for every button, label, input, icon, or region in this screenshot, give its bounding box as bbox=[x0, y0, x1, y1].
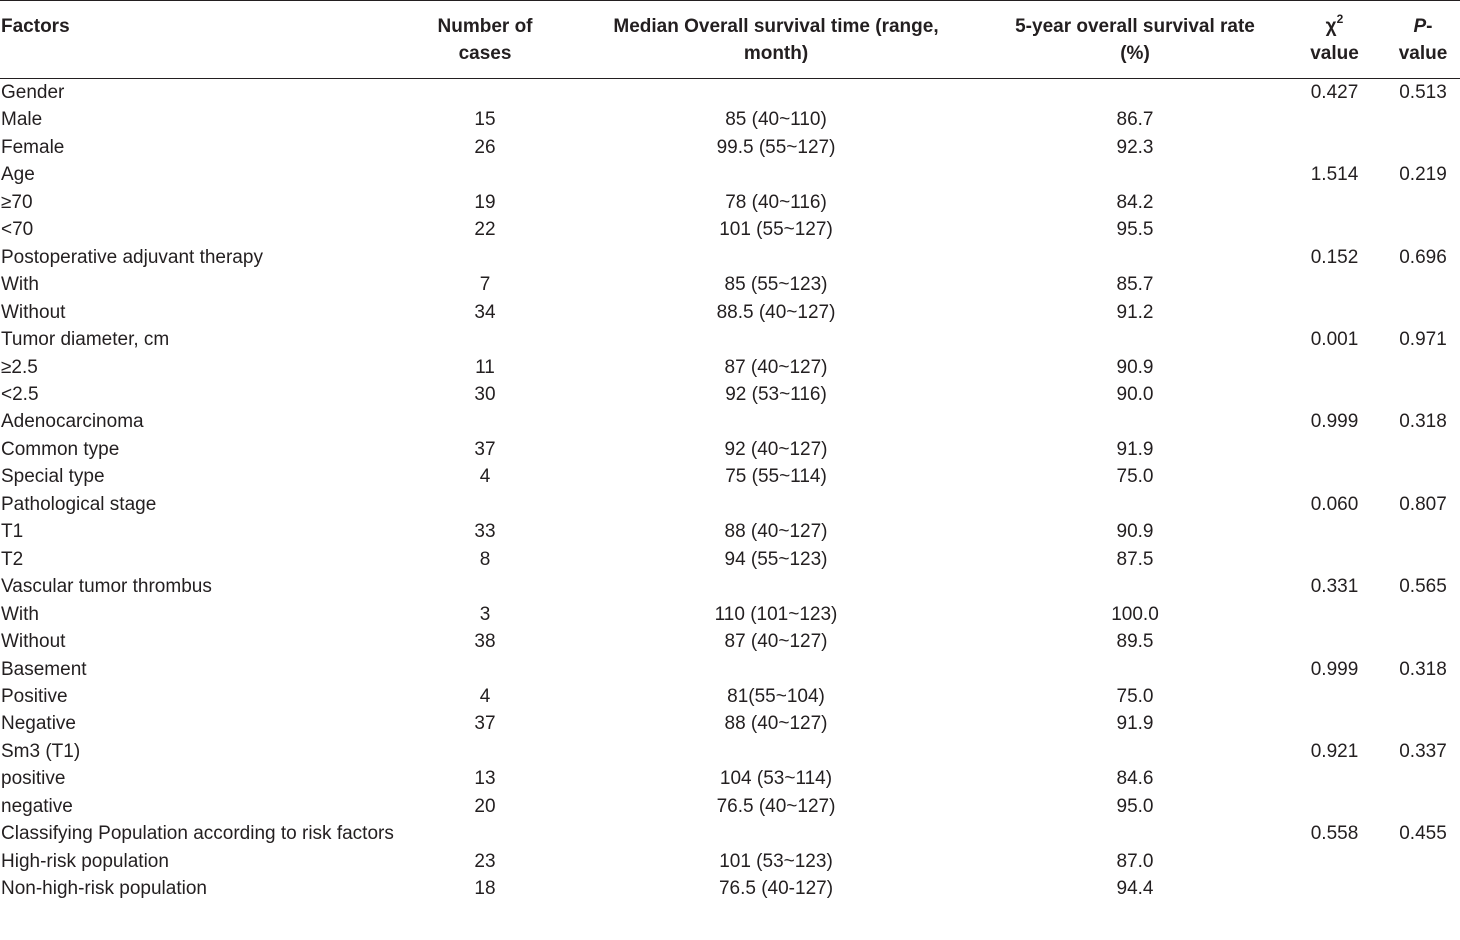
cell-factor: Non-high-risk population bbox=[1, 878, 207, 900]
cell-factor: Common type bbox=[1, 438, 120, 460]
cell-survival-rate: 91.9 bbox=[1116, 438, 1154, 460]
cell-median-survival bbox=[565, 656, 987, 683]
cell-survival-rate: 90.9 bbox=[1116, 356, 1154, 378]
chi-symbol: χ bbox=[1325, 16, 1337, 37]
table-row bbox=[0, 820, 1460, 847]
cell-median-survival: 75 (55~114) bbox=[725, 466, 827, 488]
cell-p-value bbox=[1386, 710, 1460, 737]
table-row bbox=[0, 656, 1460, 683]
table-row bbox=[0, 546, 1460, 573]
cell-median-survival: 87 (40~127) bbox=[724, 356, 828, 378]
cell-p-value bbox=[1386, 134, 1460, 161]
cell-p-value bbox=[1386, 299, 1460, 326]
cell-median-survival bbox=[565, 738, 987, 765]
table-row bbox=[0, 134, 1460, 161]
table-row bbox=[0, 875, 1460, 902]
cell-cases: 30 bbox=[474, 383, 496, 405]
table-row bbox=[0, 848, 1460, 875]
cell-factor: positive bbox=[1, 768, 66, 790]
cell-factor: Without bbox=[1, 301, 66, 323]
cell-factor: Sm3 (T1) bbox=[1, 740, 81, 762]
cell-p-value bbox=[1386, 765, 1460, 792]
cell-median-survival: 94 (55~123) bbox=[724, 548, 828, 570]
table-row bbox=[0, 601, 1460, 628]
cell-factor: Pathological stage bbox=[1, 493, 157, 515]
cell-cases: 22 bbox=[474, 219, 496, 241]
cell-median-survival: 101 (53~123) bbox=[719, 850, 833, 872]
cell-median-survival: 92 (53~116) bbox=[725, 383, 827, 405]
table-row bbox=[0, 491, 1460, 518]
cell-chi-square bbox=[1283, 875, 1386, 902]
cell-median-survival bbox=[565, 408, 987, 435]
cell-survival-rate bbox=[987, 656, 1283, 683]
header-row bbox=[0, 1, 1460, 79]
cell-median-survival: 76.5 (40-127) bbox=[718, 878, 834, 900]
cell-chi-square: 0.152 bbox=[1310, 246, 1359, 268]
header-median-survival: Median Overall survival time (range, month) bbox=[613, 16, 939, 64]
cell-chi-square bbox=[1283, 848, 1386, 875]
cell-cases: 20 bbox=[474, 795, 496, 817]
cell-survival-rate bbox=[987, 408, 1283, 435]
table-header bbox=[0, 1, 1460, 79]
cell-factor: Special type bbox=[1, 466, 105, 488]
cell-factor: Without bbox=[1, 631, 66, 653]
cell-median-survival bbox=[565, 244, 987, 271]
table-body bbox=[0, 79, 1460, 903]
cell-survival-rate bbox=[987, 491, 1283, 518]
cell-factor: Female bbox=[1, 136, 65, 158]
cell-median-survival: 78 (40~116) bbox=[725, 191, 827, 213]
cell-cases bbox=[405, 161, 565, 188]
cell-median-survival bbox=[565, 820, 987, 847]
cell-chi-square: 0.331 bbox=[1310, 576, 1359, 598]
cell-p-value bbox=[1386, 216, 1460, 243]
cell-median-survival: 101 (55~127) bbox=[719, 219, 833, 241]
cell-p-value: 0.513 bbox=[1399, 82, 1447, 103]
cell-cases: 13 bbox=[474, 768, 496, 790]
cell-chi-square bbox=[1283, 381, 1386, 408]
cell-p-value bbox=[1386, 848, 1460, 875]
cell-median-survival: 76.5 (40~127) bbox=[716, 795, 836, 817]
cell-factor: Gender bbox=[1, 82, 65, 103]
cell-chi-square bbox=[1283, 793, 1386, 820]
cell-cases: 18 bbox=[474, 878, 496, 900]
cell-chi-square: 0.427 bbox=[1310, 82, 1359, 103]
cell-factor: Tumor diameter, cm bbox=[1, 329, 170, 351]
table-row bbox=[0, 463, 1460, 490]
table-row bbox=[0, 436, 1460, 463]
cell-cases: 23 bbox=[474, 850, 496, 872]
cell-p-value bbox=[1386, 546, 1460, 573]
cell-median-survival: 104 (53~114) bbox=[719, 768, 833, 790]
header-chi-square: $\chi^2$ value bbox=[1310, 11, 1359, 64]
cell-cases: 4 bbox=[479, 466, 491, 488]
cell-median-survival: 87 (40~127) bbox=[724, 631, 828, 653]
cell-chi-square bbox=[1283, 601, 1386, 628]
cell-survival-rate: 92.3 bbox=[1116, 136, 1154, 158]
table-row bbox=[0, 326, 1460, 353]
cell-survival-rate: 91.9 bbox=[1116, 713, 1154, 735]
cell-p-value bbox=[1386, 271, 1460, 298]
cell-survival-rate bbox=[987, 161, 1283, 188]
cell-cases: 3 bbox=[479, 603, 491, 625]
cell-p-value: 0.219 bbox=[1399, 164, 1447, 186]
cell-chi-square: 0.999 bbox=[1310, 658, 1359, 680]
table-row bbox=[0, 381, 1460, 408]
header-survival-rate: 5-year overall survival rate (%) bbox=[1015, 16, 1255, 64]
cell-cases: 38 bbox=[474, 631, 496, 653]
cell-p-value bbox=[1386, 601, 1460, 628]
table-row bbox=[0, 161, 1460, 188]
cell-median-survival: 110 (101~123) bbox=[714, 603, 838, 625]
table-row bbox=[0, 106, 1460, 133]
cell-survival-rate bbox=[987, 79, 1283, 107]
cell-cases bbox=[405, 326, 565, 353]
cell-factor: T1 bbox=[1, 521, 24, 543]
cell-chi-square bbox=[1283, 463, 1386, 490]
cell-median-survival bbox=[565, 161, 987, 188]
cell-factor: Basement bbox=[1, 658, 87, 680]
table-row bbox=[0, 216, 1460, 243]
cell-chi-square bbox=[1283, 189, 1386, 216]
cell-chi-square bbox=[1283, 354, 1386, 381]
cell-factor: Adenocarcinoma bbox=[1, 411, 144, 433]
cell-p-value bbox=[1386, 189, 1460, 216]
cell-chi-square bbox=[1283, 765, 1386, 792]
cell-survival-rate: 89.5 bbox=[1116, 631, 1154, 653]
cell-chi-square bbox=[1283, 710, 1386, 737]
cell-median-survival bbox=[565, 573, 987, 600]
cell-p-value bbox=[1386, 518, 1460, 545]
table-row bbox=[0, 793, 1460, 820]
cell-p-value bbox=[1386, 463, 1460, 490]
cell-factor: Male bbox=[1, 109, 43, 131]
cell-median-survival: 99.5 (55~127) bbox=[716, 136, 836, 158]
cell-cases: 33 bbox=[474, 521, 496, 543]
cell-factor: Classifying Population according to risk factors bbox=[1, 823, 394, 845]
cell-factor: Age bbox=[1, 164, 35, 186]
cell-chi-square: 0.558 bbox=[1310, 823, 1359, 845]
chi-superscript: 2 bbox=[1336, 11, 1344, 26]
table-row bbox=[0, 518, 1460, 545]
cell-survival-rate: 84.6 bbox=[1116, 768, 1154, 790]
cell-p-value: 0.971 bbox=[1399, 329, 1447, 351]
cell-cases: 4 bbox=[479, 685, 491, 707]
table-row bbox=[0, 628, 1460, 655]
cell-cases bbox=[405, 820, 565, 847]
cell-p-value: 0.696 bbox=[1399, 246, 1447, 268]
cell-factor: Positive bbox=[1, 685, 68, 707]
header-p-value: P- value bbox=[1398, 16, 1448, 64]
table-row bbox=[0, 683, 1460, 710]
cell-factor: With bbox=[1, 274, 39, 296]
cell-p-value bbox=[1386, 106, 1460, 133]
cell-survival-rate bbox=[987, 738, 1283, 765]
cell-chi-square bbox=[1283, 216, 1386, 243]
cell-factor: Postoperative adjuvant therapy bbox=[1, 246, 263, 268]
cell-survival-rate: 87.5 bbox=[1116, 548, 1154, 570]
cell-p-value bbox=[1386, 793, 1460, 820]
cell-cases: 34 bbox=[474, 301, 496, 323]
cell-cases bbox=[405, 244, 565, 271]
cell-p-value bbox=[1386, 628, 1460, 655]
table-row bbox=[0, 710, 1460, 737]
cell-chi-square bbox=[1283, 436, 1386, 463]
cell-median-survival: 88 (40~127) bbox=[724, 521, 828, 543]
cell-cases bbox=[405, 573, 565, 600]
cell-survival-rate: 86.7 bbox=[1116, 109, 1154, 131]
header-factors: Factors bbox=[1, 16, 70, 37]
table-row bbox=[0, 354, 1460, 381]
cell-chi-square bbox=[1283, 299, 1386, 326]
cell-chi-square bbox=[1283, 271, 1386, 298]
cell-median-survival: 81(55~104) bbox=[727, 685, 825, 707]
cell-survival-rate bbox=[987, 326, 1283, 353]
cell-factor: ≥70 bbox=[1, 191, 33, 213]
cell-cases: 37 bbox=[474, 713, 496, 735]
table-row bbox=[0, 299, 1460, 326]
cell-chi-square: 0.060 bbox=[1310, 493, 1359, 515]
cell-cases: 19 bbox=[474, 191, 496, 213]
cell-survival-rate: 95.5 bbox=[1116, 219, 1154, 241]
cell-survival-rate: 90.0 bbox=[1116, 383, 1154, 405]
cell-median-survival: 88 (40~127) bbox=[724, 713, 828, 735]
cell-median-survival: 88.5 (40~127) bbox=[716, 301, 836, 323]
cell-chi-square: 0.921 bbox=[1310, 740, 1359, 762]
cell-factor: ≥2.5 bbox=[1, 356, 38, 378]
cell-factor: <70 bbox=[1, 219, 34, 241]
cell-cases: 11 bbox=[475, 356, 495, 378]
cell-factor: High-risk population bbox=[1, 850, 169, 872]
cell-cases bbox=[405, 491, 565, 518]
cell-factor: negative bbox=[1, 795, 73, 817]
cell-p-value: 0.807 bbox=[1399, 493, 1447, 515]
cell-chi-square: 0.999 bbox=[1310, 411, 1359, 433]
cell-cases: 8 bbox=[479, 548, 491, 570]
cell-survival-rate: 87.0 bbox=[1116, 850, 1154, 872]
cell-survival-rate: 91.2 bbox=[1116, 301, 1154, 323]
cell-cases: 37 bbox=[474, 438, 496, 460]
cell-survival-rate: 75.0 bbox=[1116, 466, 1154, 488]
cell-chi-square bbox=[1283, 628, 1386, 655]
cell-cases: 26 bbox=[474, 136, 496, 158]
cell-chi-square bbox=[1283, 546, 1386, 573]
cell-p-value: 0.318 bbox=[1399, 411, 1447, 433]
cell-p-value bbox=[1386, 436, 1460, 463]
cell-cases: 7 bbox=[479, 274, 491, 296]
cell-cases: 15 bbox=[474, 109, 496, 131]
cell-cases bbox=[405, 738, 565, 765]
cell-factor: Vascular tumor thrombus bbox=[1, 576, 212, 598]
cell-chi-square bbox=[1283, 134, 1386, 161]
cell-p-value bbox=[1386, 683, 1460, 710]
cell-factor: With bbox=[1, 603, 39, 625]
cell-survival-rate: 85.7 bbox=[1116, 274, 1154, 296]
cell-survival-rate bbox=[987, 573, 1283, 600]
cell-p-value: 0.318 bbox=[1399, 658, 1447, 680]
cell-survival-rate bbox=[987, 820, 1283, 847]
cell-median-survival: 92 (40~127) bbox=[724, 438, 828, 460]
cell-survival-rate: 94.4 bbox=[1116, 878, 1154, 900]
table-row bbox=[0, 271, 1460, 298]
cell-survival-rate: 90.9 bbox=[1116, 521, 1154, 543]
table-row bbox=[0, 738, 1460, 765]
cell-chi-square: 1.514 bbox=[1310, 164, 1359, 186]
cell-cases bbox=[405, 656, 565, 683]
cell-chi-square bbox=[1283, 106, 1386, 133]
cell-factor: Negative bbox=[1, 713, 76, 735]
cell-factor: T2 bbox=[1, 548, 24, 570]
table-row bbox=[0, 573, 1460, 600]
cell-survival-rate: 95.0 bbox=[1116, 795, 1154, 817]
table-row bbox=[0, 408, 1460, 435]
cell-factor: <2.5 bbox=[1, 383, 39, 405]
cell-survival-rate: 75.0 bbox=[1116, 685, 1154, 707]
cell-p-value bbox=[1386, 875, 1460, 902]
cell-survival-rate: 100.0 bbox=[1111, 603, 1159, 625]
table-row bbox=[0, 765, 1460, 792]
cell-median-survival: 85 (40~110) bbox=[725, 109, 827, 131]
table-row bbox=[0, 79, 1460, 107]
cell-cases bbox=[405, 408, 565, 435]
header-number-of-cases: Number of cases bbox=[437, 16, 533, 64]
cell-cases bbox=[405, 79, 565, 107]
p-letter: P bbox=[1413, 16, 1427, 37]
table-row bbox=[0, 244, 1460, 271]
cell-median-survival bbox=[565, 326, 987, 353]
cell-p-value: 0.337 bbox=[1399, 740, 1447, 762]
cell-p-value bbox=[1386, 354, 1460, 381]
cell-survival-rate: 84.2 bbox=[1116, 191, 1154, 213]
cell-median-survival: 85 (55~123) bbox=[724, 274, 828, 296]
cell-chi-square bbox=[1283, 518, 1386, 545]
cell-median-survival bbox=[565, 491, 987, 518]
cell-survival-rate bbox=[987, 244, 1283, 271]
table-row bbox=[0, 189, 1460, 216]
cell-median-survival bbox=[565, 79, 987, 107]
cell-p-value bbox=[1386, 381, 1460, 408]
cell-chi-square: 0.001 bbox=[1310, 329, 1359, 351]
cell-chi-square bbox=[1283, 683, 1386, 710]
cell-p-value: 0.565 bbox=[1399, 576, 1447, 598]
cell-p-value: 0.455 bbox=[1399, 823, 1447, 845]
